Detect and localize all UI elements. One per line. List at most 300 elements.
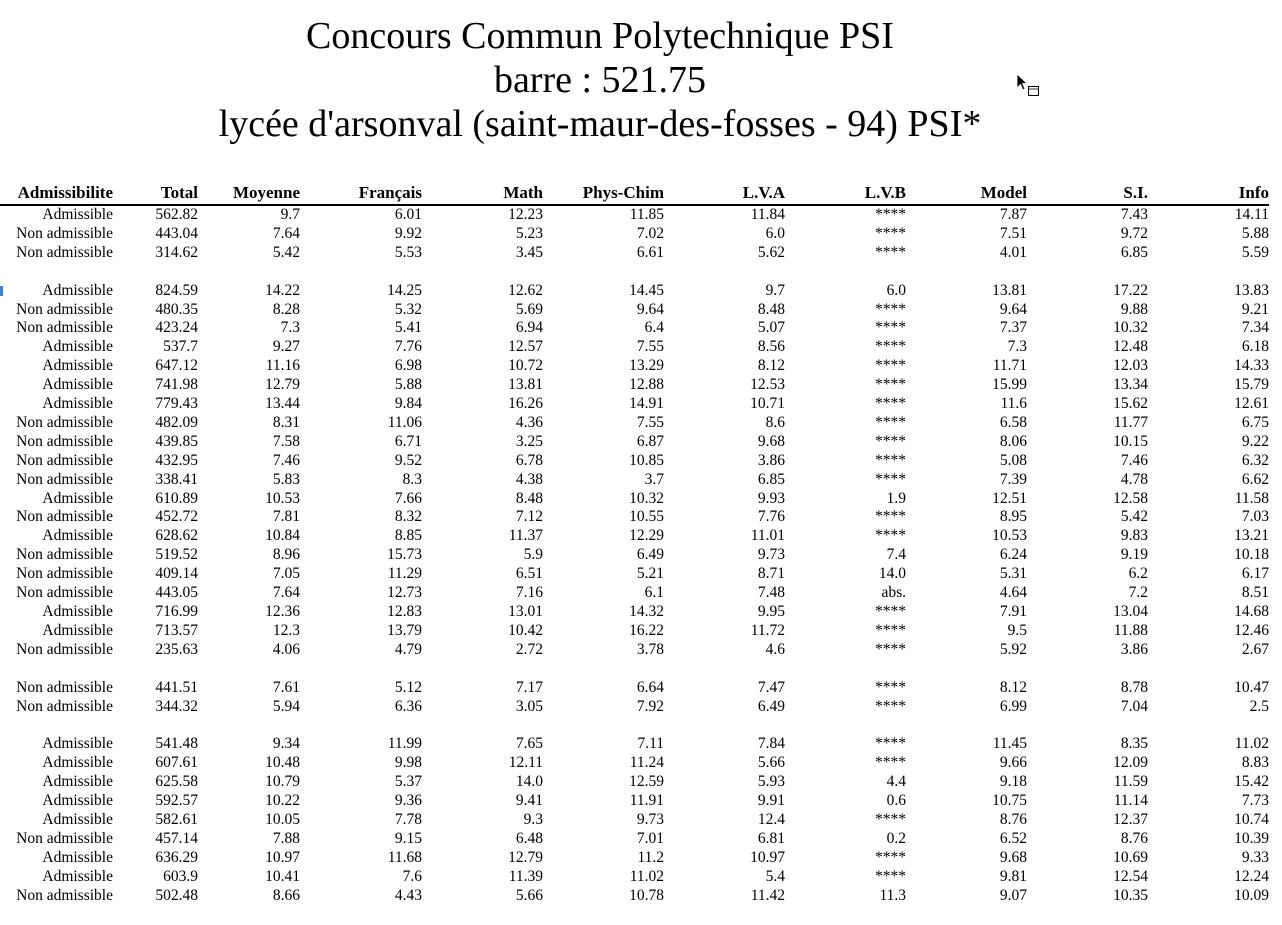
table-cell: 15.99 (992, 376, 1027, 394)
table-cell: **** (875, 357, 906, 375)
table-cell: 6.85 (757, 470, 785, 488)
table-cell: 5.59 (1241, 243, 1269, 261)
table-row (0, 698, 1269, 717)
spacer-cell (0, 263, 1269, 282)
table-cell: 8.6 (765, 413, 785, 431)
table-cell: 14.68 (1234, 603, 1269, 621)
table-cell: 11.59 (1113, 773, 1148, 791)
table-cell: 12.83 (387, 603, 422, 621)
table-cell: 7.17 (515, 678, 543, 696)
table-cell: 7.51 (999, 224, 1027, 242)
table-cell: **** (875, 451, 906, 469)
table-cell: 11.72 (750, 621, 785, 639)
table-cell: 6.94 (515, 319, 543, 337)
table-row (0, 376, 1269, 395)
table-cell: 713.57 (155, 621, 198, 639)
table-cell: 11.02 (629, 867, 664, 885)
table-cell: 8.32 (394, 508, 422, 526)
table-cell: 9.73 (757, 546, 785, 564)
table-cell: 502.48 (155, 886, 198, 904)
table-cell: 0.6 (886, 792, 906, 810)
table-cell: 7.84 (757, 735, 785, 753)
table-cell: 3.86 (1120, 640, 1148, 658)
table-cell: 9.83 (1120, 527, 1148, 545)
table-cell: 607.61 (155, 754, 198, 772)
table-cell: 11.2 (637, 848, 664, 866)
table-cell: 9.91 (757, 792, 785, 810)
table-cell: **** (875, 224, 906, 242)
table-row (0, 319, 1269, 338)
table-cell: 5.37 (394, 773, 422, 791)
table-cell: 6.61 (636, 243, 664, 261)
table-cell: 12.37 (1113, 810, 1148, 828)
table-cell: 4.01 (999, 243, 1027, 261)
table-cell: 5.88 (394, 376, 422, 394)
table-cell: 8.48 (757, 300, 785, 318)
table-cell: 10.39 (1234, 829, 1269, 847)
table-cell: 9.72 (1120, 224, 1148, 242)
table-cell: 6.49 (636, 546, 664, 564)
table-cell: Non admissible (16, 300, 113, 318)
table-cell: 4.43 (394, 886, 422, 904)
spacer-row (0, 716, 1269, 735)
table-cell: 5.21 (636, 565, 664, 583)
table-cell: 12.79 (265, 376, 300, 394)
table-cell: 12.09 (1113, 754, 1148, 772)
table-cell: 9.7 (280, 206, 300, 223)
table-cell: 443.04 (155, 224, 198, 242)
table-cell: 6.71 (394, 432, 422, 450)
table-cell: 7.76 (394, 338, 422, 356)
table-cell: 16.22 (629, 621, 664, 639)
column-header: Total (113, 181, 198, 205)
table-cell: 741.98 (155, 376, 198, 394)
table-cell: Non admissible (16, 829, 113, 847)
table-cell: 11.91 (629, 792, 664, 810)
table-cell: **** (875, 640, 906, 658)
table-header-row (0, 181, 1269, 205)
table-cell: 11.99 (387, 735, 422, 753)
table-cell: 11.02 (1234, 735, 1269, 753)
table-row (0, 338, 1269, 357)
table-cell: 9.73 (636, 810, 664, 828)
table-cell: 10.22 (265, 792, 300, 810)
table-cell: 8.06 (999, 432, 1027, 450)
table-cell: **** (875, 603, 906, 621)
table-cell: **** (875, 867, 906, 885)
table-cell: 7.04 (1120, 697, 1148, 715)
table-cell: **** (875, 621, 906, 639)
table-cell: 5.41 (394, 319, 422, 337)
table-cell: 562.82 (155, 206, 198, 223)
table-cell: 12.11 (508, 754, 543, 772)
table-cell: 3.78 (636, 640, 664, 658)
table-row (0, 773, 1269, 792)
table-cell: 11.6 (1000, 395, 1027, 413)
table-cell: 8.85 (394, 527, 422, 545)
table-cell: 12.3 (272, 621, 300, 639)
table-cell: 7.78 (394, 810, 422, 828)
table-cell: 13.44 (265, 395, 300, 413)
table-cell: 5.9 (523, 546, 543, 564)
table-cell: Non admissible (16, 678, 113, 696)
table-row (0, 433, 1269, 452)
table-cell: 4.4 (886, 773, 906, 791)
table-cell: 8.66 (272, 886, 300, 904)
table-cell: 3.7 (644, 470, 664, 488)
table-cell: **** (875, 413, 906, 431)
table-cell: 4.6 (765, 640, 785, 658)
table-cell: 12.61 (1234, 395, 1269, 413)
table-cell: 7.48 (757, 584, 785, 602)
table-cell: Admissible (42, 395, 113, 413)
table-cell: Admissible (42, 867, 113, 885)
table-cell: 423.24 (155, 319, 198, 337)
table-cell: 16.26 (508, 395, 543, 413)
table-cell: 432.95 (155, 451, 198, 469)
table-cell: 10.74 (1234, 810, 1269, 828)
table-cell: **** (875, 508, 906, 526)
table-cell: 7.11 (637, 735, 664, 753)
table-cell: 7.2 (1128, 584, 1148, 602)
table-cell: 7.46 (272, 451, 300, 469)
table-cell: 5.69 (515, 300, 543, 318)
table-row (0, 830, 1269, 849)
table-cell: 7.55 (636, 413, 664, 431)
table-cell: 7.73 (1241, 792, 1269, 810)
table-cell: 7.91 (999, 603, 1027, 621)
table-cell: 7.64 (272, 584, 300, 602)
table-cell: 5.94 (272, 697, 300, 715)
table-cell: Non admissible (16, 470, 113, 488)
table-cell: Admissible (42, 810, 113, 828)
table-cell: 11.88 (1113, 621, 1148, 639)
table-cell: abs. (881, 584, 906, 602)
table-cell: Admissible (42, 527, 113, 545)
table-cell: 11.85 (629, 206, 664, 223)
table-cell: 8.48 (515, 489, 543, 507)
table-cell: 9.07 (999, 886, 1027, 904)
table-cell: 13.81 (992, 281, 1027, 299)
table-cell: **** (875, 376, 906, 394)
table-cell: 480.35 (155, 300, 198, 318)
table-cell: Admissible (42, 848, 113, 866)
table-cell: 7.3 (280, 319, 300, 337)
table-row (0, 546, 1269, 565)
results-table (0, 181, 1269, 905)
table-cell: Admissible (42, 621, 113, 639)
table-cell: 8.71 (757, 565, 785, 583)
table-cell: 2.67 (1241, 640, 1269, 658)
table-cell: 15.79 (1234, 376, 1269, 394)
table-cell: 6.85 (1120, 243, 1148, 261)
table-cell: 13.34 (1113, 376, 1148, 394)
table-cell: 6.18 (1241, 338, 1269, 356)
table-cell: 11.84 (750, 206, 785, 223)
table-cell: 582.61 (155, 810, 198, 828)
table-cell: 12.4 (757, 810, 785, 828)
table-cell: Admissible (42, 773, 113, 791)
column-header: Français (300, 181, 422, 205)
table-cell: 4.79 (394, 640, 422, 658)
table-cell: 9.33 (1241, 848, 1269, 866)
table-row (0, 641, 1269, 660)
table-cell: 14.0 (515, 773, 543, 791)
table-cell: 0.2 (886, 829, 906, 847)
table-cell: 14.91 (629, 395, 664, 413)
table-cell: 9.52 (394, 451, 422, 469)
table-cell: 8.12 (999, 678, 1027, 696)
column-header: S.I. (1027, 181, 1148, 205)
table-cell: 6.49 (757, 697, 785, 715)
table-cell: Non admissible (16, 451, 113, 469)
table-cell: 12.03 (1113, 357, 1148, 375)
table-cell: 6.17 (1241, 565, 1269, 583)
table-cell: 2.5 (1249, 697, 1269, 715)
table-cell: 9.68 (757, 432, 785, 450)
table-cell: 6.87 (636, 432, 664, 450)
table-cell: 11.68 (387, 848, 422, 866)
table-row (0, 225, 1269, 244)
table-cell: 4.06 (272, 640, 300, 658)
table-cell: **** (875, 300, 906, 318)
spacer-row (0, 263, 1269, 282)
title-line-3: lycée d'arsonval (saint-maur-des-fosses - 94) PSI* (218, 103, 982, 145)
table-cell: 7.05 (272, 565, 300, 583)
table-cell: 11.37 (508, 527, 543, 545)
table-cell: 9.27 (272, 338, 300, 356)
table-cell: Non admissible (16, 565, 113, 583)
table-cell: 9.41 (515, 792, 543, 810)
table-cell: 8.31 (272, 413, 300, 431)
table-cell: 9.93 (757, 489, 785, 507)
table-cell: 12.58 (1113, 489, 1148, 507)
table-cell: 6.99 (999, 697, 1027, 715)
table-cell: 625.58 (155, 773, 198, 791)
table-cell: 452.72 (155, 508, 198, 526)
table-cell: 5.31 (999, 565, 1027, 583)
table-cell: 11.3 (879, 886, 906, 904)
table-cell: 11.71 (992, 357, 1027, 375)
table-cell: 3.25 (515, 432, 543, 450)
table-cell: Admissible (42, 735, 113, 753)
table-cell: 9.22 (1241, 432, 1269, 450)
table-cell: Non admissible (16, 508, 113, 526)
column-header: Model (906, 181, 1027, 205)
column-header: L.V.A (664, 181, 785, 205)
table-cell: 10.97 (750, 848, 785, 866)
table-cell: 11.77 (1113, 413, 1148, 431)
table-cell: 15.42 (1234, 773, 1269, 791)
table-cell: 6.2 (1128, 565, 1148, 583)
table-cell: 314.62 (155, 243, 198, 261)
table-row (0, 868, 1269, 887)
table-cell: 7.12 (515, 508, 543, 526)
table-cell: Admissible (42, 376, 113, 394)
table-cell: 11.14 (1113, 792, 1148, 810)
table-cell: 716.99 (155, 603, 198, 621)
table-cell: 10.71 (750, 395, 785, 413)
table-cell: 10.75 (992, 792, 1027, 810)
table-cell: 8.78 (1120, 678, 1148, 696)
table-cell: 6.81 (757, 829, 785, 847)
table-cell: 11.58 (1234, 489, 1269, 507)
table-cell: 12.79 (508, 848, 543, 866)
table-row (0, 414, 1269, 433)
table-cell: 14.45 (629, 281, 664, 299)
table-cell: 6.0 (886, 281, 906, 299)
table-cell: 10.53 (265, 489, 300, 507)
table-cell: **** (875, 527, 906, 545)
table-cell: 12.73 (387, 584, 422, 602)
table-cell: Non admissible (16, 886, 113, 904)
table-cell: 5.23 (515, 224, 543, 242)
table-cell: 10.15 (1113, 432, 1148, 450)
table-cell: 15.73 (387, 546, 422, 564)
table-cell: 409.14 (155, 565, 198, 583)
table-cell: 5.08 (999, 451, 1027, 469)
table-cell: 7.37 (999, 319, 1027, 337)
table-cell: 610.89 (155, 489, 198, 507)
table-cell: 12.54 (1113, 867, 1148, 885)
table-row (0, 205, 1269, 225)
table-cell: 1.9 (886, 489, 906, 507)
table-cell: 10.48 (265, 754, 300, 772)
table-cell: 6.48 (515, 829, 543, 847)
table-row (0, 527, 1269, 546)
table-cell: 11.42 (750, 886, 785, 904)
table-cell: 5.53 (394, 243, 422, 261)
table-cell: 14.33 (1234, 357, 1269, 375)
table-body (0, 205, 1269, 905)
table-cell: 8.28 (272, 300, 300, 318)
table-row (0, 244, 1269, 263)
spacer-row (0, 660, 1269, 679)
table-cell: 7.92 (636, 697, 664, 715)
table-cell: 8.76 (1120, 829, 1148, 847)
table-cell: **** (875, 754, 906, 772)
table-cell: 338.41 (155, 470, 198, 488)
table-cell: 9.88 (1120, 300, 1148, 318)
table-cell: 6.78 (515, 451, 543, 469)
table-cell: Admissible (42, 338, 113, 356)
table-cell: 7.02 (636, 224, 664, 242)
table-cell: 7.58 (272, 432, 300, 450)
table-cell: 6.98 (394, 357, 422, 375)
table-cell: 10.47 (1234, 678, 1269, 696)
table-cell: 537.7 (163, 338, 198, 356)
table-cell: 10.78 (629, 886, 664, 904)
table-row (0, 282, 1269, 301)
column-header: Moyenne (198, 181, 300, 205)
table-cell: 7.46 (1120, 451, 1148, 469)
table-cell: Admissible (42, 792, 113, 810)
table-cell: 5.88 (1241, 224, 1269, 242)
table-cell: 4.38 (515, 470, 543, 488)
table-cell: 8.3 (402, 470, 422, 488)
table-cell: **** (875, 678, 906, 696)
table-cell: 235.63 (155, 640, 198, 658)
table-cell: 7.76 (757, 508, 785, 526)
table-cell: 10.32 (629, 489, 664, 507)
table-cell: 7.4 (886, 546, 906, 564)
table-cell: Non admissible (16, 413, 113, 431)
table-cell: 9.64 (636, 300, 664, 318)
table-cell: 4.78 (1120, 470, 1148, 488)
table-row (0, 301, 1269, 320)
table-cell: 14.11 (1234, 206, 1269, 223)
table-cell: 12.29 (629, 527, 664, 545)
table-cell: 9.5 (1007, 621, 1027, 639)
table-cell: 5.42 (272, 243, 300, 261)
table-cell: 15.62 (1113, 395, 1148, 413)
table-cell: Non admissible (16, 584, 113, 602)
table-cell: 4.64 (999, 584, 1027, 602)
table-cell: 6.36 (394, 697, 422, 715)
table-cell: Non admissible (16, 243, 113, 261)
table-cell: 9.34 (272, 735, 300, 753)
table-cell: 11.24 (629, 754, 664, 772)
table-cell: 9.66 (999, 754, 1027, 772)
table-cell: 5.12 (394, 678, 422, 696)
table-cell: 5.42 (1120, 508, 1148, 526)
table-cell: 6.0 (765, 224, 785, 242)
table-cell: 10.09 (1234, 886, 1269, 904)
table-cell: 9.21 (1241, 300, 1269, 318)
table-cell: 6.51 (515, 565, 543, 583)
table-cell: 628.62 (155, 527, 198, 545)
mouse-pointer-icon (1016, 73, 1042, 99)
table-cell: 5.92 (999, 640, 1027, 658)
table-row (0, 792, 1269, 811)
table-cell: 8.96 (272, 546, 300, 564)
table-cell: 11.39 (508, 867, 543, 885)
table-cell: 10.05 (265, 810, 300, 828)
table-cell: 9.98 (394, 754, 422, 772)
table-cell: 5.83 (272, 470, 300, 488)
table-cell: 5.32 (394, 300, 422, 318)
table-cell: 5.66 (757, 754, 785, 772)
table-cell: 8.12 (757, 357, 785, 375)
table-cell: 7.43 (1120, 206, 1148, 223)
table-row (0, 811, 1269, 830)
table-cell: Non admissible (16, 697, 113, 715)
column-header: Info (1148, 181, 1269, 205)
table-cell: 13.21 (1234, 527, 1269, 545)
table-cell: 8.35 (1120, 735, 1148, 753)
table-cell: 12.59 (629, 773, 664, 791)
table-cell: 9.15 (394, 829, 422, 847)
table-cell: **** (875, 338, 906, 356)
table-cell: 9.19 (1120, 546, 1148, 564)
table-cell: 9.7 (765, 281, 785, 299)
table-cell: 10.79 (265, 773, 300, 791)
table-cell: 9.68 (999, 848, 1027, 866)
spacer-cell (0, 660, 1269, 679)
table-cell: 2.72 (515, 640, 543, 658)
table-cell: Admissible (42, 357, 113, 375)
table-cell: 603.9 (163, 867, 198, 885)
table-cell: 6.32 (1241, 451, 1269, 469)
table-row (0, 471, 1269, 490)
table-cell: 10.84 (265, 527, 300, 545)
table-cell: 12.46 (1234, 621, 1269, 639)
table-cell: 10.35 (1113, 886, 1148, 904)
table-cell: 7.01 (636, 829, 664, 847)
table-cell: 7.81 (272, 508, 300, 526)
table-cell: 8.83 (1241, 754, 1269, 772)
table-cell: 9.84 (394, 395, 422, 413)
